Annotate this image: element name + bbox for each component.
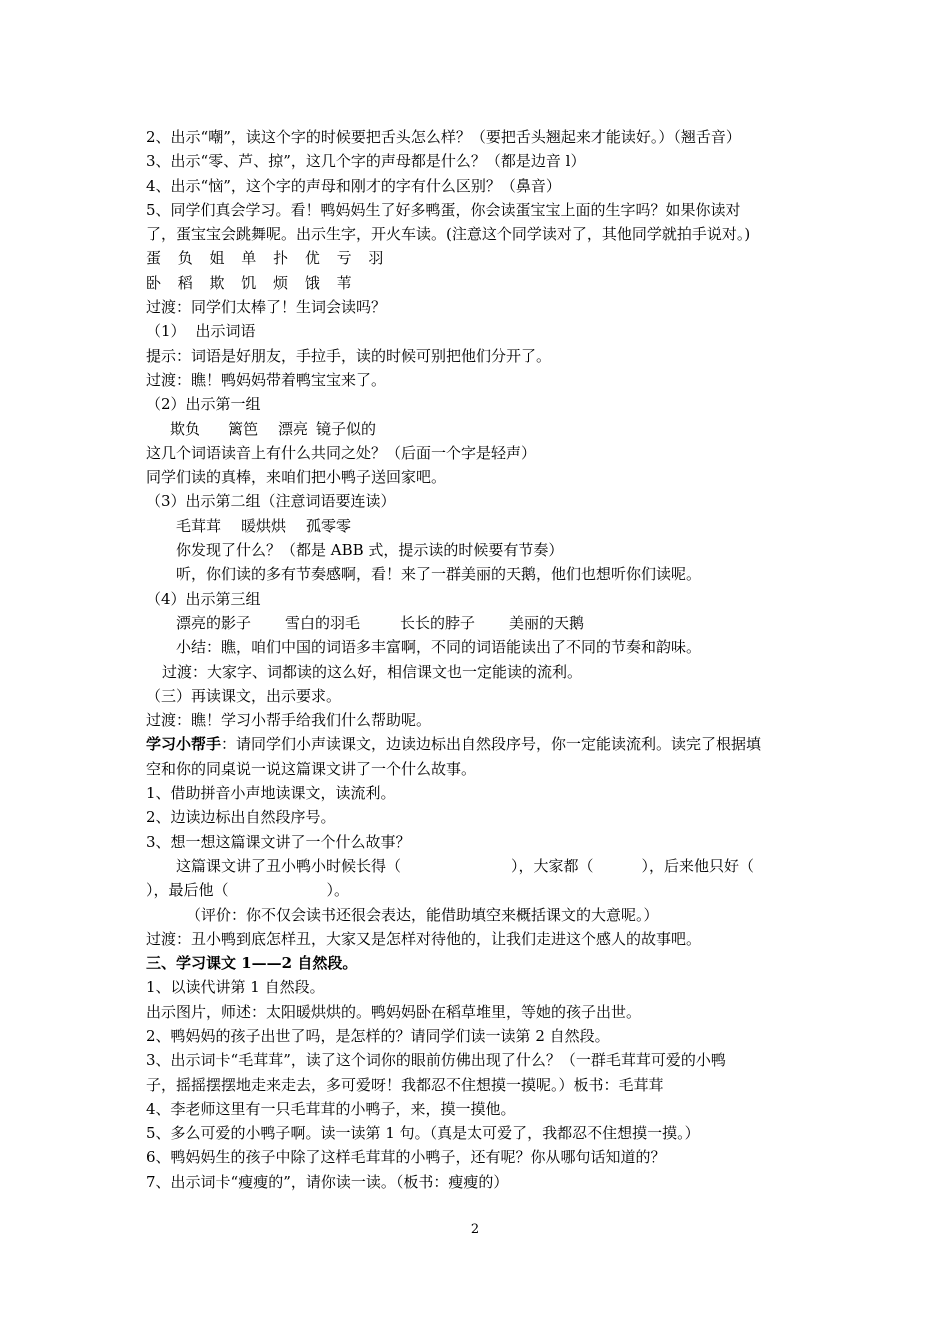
paragraph-line: 2、鸭妈妈的孩子出世了吗，是怎样的？请同学们读一读第 2 自然段。 xyxy=(146,1026,610,1045)
paragraph-line: 提示：词语是好朋友，手拉手，读的时候可别把他们分开了。 xyxy=(146,346,552,365)
paragraph-line: 出示图片，师述：太阳暖烘烘的。鸭妈妈卧在稻草堆里，等她的孩子出世。 xyxy=(146,1002,642,1021)
paragraph-line: 4、李老师这里有一只毛茸茸的小鸭子，来，摸一摸他。 xyxy=(146,1099,516,1118)
page-number: 2 xyxy=(470,1222,480,1237)
word: 镜子似的 xyxy=(316,419,377,438)
paragraph-line: 过渡：大家字、词都读的这么好，相信课文也一定能读的流利。 xyxy=(162,662,583,681)
word: 长长的脖子 xyxy=(400,613,476,632)
helper-heading: 学习小帮手 xyxy=(146,735,222,754)
fill-in-line xyxy=(146,878,818,902)
word: 美丽的天鹅 xyxy=(509,613,585,632)
fill-text: ）。 xyxy=(326,881,350,900)
paragraph-line: 这几个词语读音上有什么共同之处？（后面一个字是轻声） xyxy=(146,443,537,462)
paragraph-line: 了，蛋宝宝会跳舞呢。出示生字，开火车读。(注意这个同学读对了，其他同学就拍手说对。) xyxy=(146,225,751,244)
word: 孤零零 xyxy=(306,516,352,535)
paragraph-line: 7、出示词卡“瘦瘦的”，请你读一读。（板书：瘦瘦的） xyxy=(146,1172,509,1191)
paragraph-line: （三）再读课文，出示要求。 xyxy=(146,686,342,705)
paragraph-line: 过渡：丑小鸭到底怎样丑，大家又是怎样对待他的，让我们走进这个感人的故事吧。 xyxy=(146,929,702,948)
word: 暖烘烘 xyxy=(241,516,287,535)
helper-text: ：请同学们小声读课文，边读边标出自然段序号，你一定能读流利。读完了根据填 xyxy=(221,735,762,754)
paragraph-line: 6、鸭妈妈生的孩子中除了这样毛茸茸的小鸭子，还有呢？你从哪句话知道的？ xyxy=(146,1148,666,1167)
word: 欺负 xyxy=(170,419,201,438)
paragraph-line: 1、借助拼音小声地读课文，读流利。 xyxy=(146,784,396,803)
paragraph-line: 子，摇摇摆摆地走来走去，多可爱呀！我都忍不住想摸一摸呢。）板书：毛茸茸 xyxy=(146,1075,664,1094)
character-list: 蛋 负 姐 单 扑 优 亏 羽 xyxy=(146,249,390,268)
paragraph-line: 过渡：瞧！学习小帮手给我们什么帮助呢。 xyxy=(146,711,432,730)
character-list: 卧 稻 欺 饥 烦 饿 苇 xyxy=(146,273,358,292)
section-heading: 三、学习课文 1——2 自然段。 xyxy=(146,954,358,973)
paragraph-line: 空和你的同桌说一说这篇课文讲了一个什么故事。 xyxy=(146,759,477,778)
paragraph-line: （3）出示第二组（注意词语要连读） xyxy=(146,492,396,511)
word-group xyxy=(146,514,818,538)
fill-text: ），后来他只好（ xyxy=(641,856,755,875)
paragraph-line: 3、想一想这篇课文讲了一个什么故事？ xyxy=(146,832,411,851)
word-group xyxy=(146,611,818,635)
paragraph-line: 同学们读的真棒，来咱们把小鸭子送回家吧。 xyxy=(146,468,447,487)
lesson-plan-text xyxy=(146,125,818,1194)
paragraph-line xyxy=(146,319,818,343)
paragraph-line: 小结：瞧，咱们中国的词语多丰富啊，不同的词语能读出了不同的节奏和韵味。 xyxy=(176,638,702,657)
paragraph-line: （4）出示第三组 xyxy=(146,589,261,608)
paragraph-line: 3、出示词卡“毛茸茸”，读了这个词你的眼前仿佛出现了什么？（一群毛茸茸可爱的小鸭 xyxy=(146,1051,726,1070)
paragraph-line: 过渡：瞧！鸭妈妈带着鸭宝宝来了。 xyxy=(146,370,387,389)
word-group xyxy=(146,417,818,441)
word: 漂亮的影子 xyxy=(176,613,252,632)
item-text: 出示词语 xyxy=(195,322,256,341)
paragraph-line: 2、边读边标出自然段序号。 xyxy=(146,808,336,827)
paragraph-line: （2）出示第一组 xyxy=(146,395,261,414)
paragraph-line: 5、多么可爱的小鸭子啊。读一读第 1 句。（真是太可爱了，我都忍不住想摸一摸。） xyxy=(146,1124,700,1143)
item-number: （1） xyxy=(146,322,186,341)
fill-text: ），大家都（ xyxy=(511,856,594,875)
paragraph-line xyxy=(146,732,818,756)
paragraph-line: 过渡：同学们太棒了！生词会读吗？ xyxy=(146,298,387,317)
paragraph-line: 1、以读代讲第 1 自然段。 xyxy=(146,978,325,997)
word: 雪白的羽毛 xyxy=(285,613,361,632)
word: 篱笆 xyxy=(228,419,259,438)
word: 毛茸茸 xyxy=(176,516,222,535)
paragraph-line: 5、同学们真会学习。看！鸭妈妈生了好多鸭蛋，你会读蛋宝宝上面的生字吗？如果你读对 xyxy=(146,200,741,219)
fill-text: 这篇课文讲了丑小鸭小时候长得（ xyxy=(176,856,402,875)
paragraph-line: 4、出示“恼”，这个字的声母和刚才的字有什么区别？（鼻音） xyxy=(146,176,561,195)
paragraph-line: 2、出示“嘲”，读这个字的时候要把舌头怎么样？（要把舌头翘起来才能读好。）（翘舌音） xyxy=(146,128,741,146)
fill-text: ），最后他（ xyxy=(146,881,229,900)
paragraph-line: （评价：你不仅会读书还很会表达，能借助填空来概括课文的大意呢。） xyxy=(186,905,659,924)
paragraph-line: 你发现了什么？（都是 ABB 式，提示读的时候要有节奏） xyxy=(176,541,564,560)
fill-in-line xyxy=(146,854,818,878)
paragraph-line: 3、出示“零、芦、掠”，这几个字的声母都是什么？（都是边音 l） xyxy=(146,152,586,171)
word: 漂亮 xyxy=(278,419,309,438)
paragraph-line: 听，你们读的多有节奏感啊，看！来了一群美丽的天鹅，他们也想听你们读呢。 xyxy=(176,565,702,584)
